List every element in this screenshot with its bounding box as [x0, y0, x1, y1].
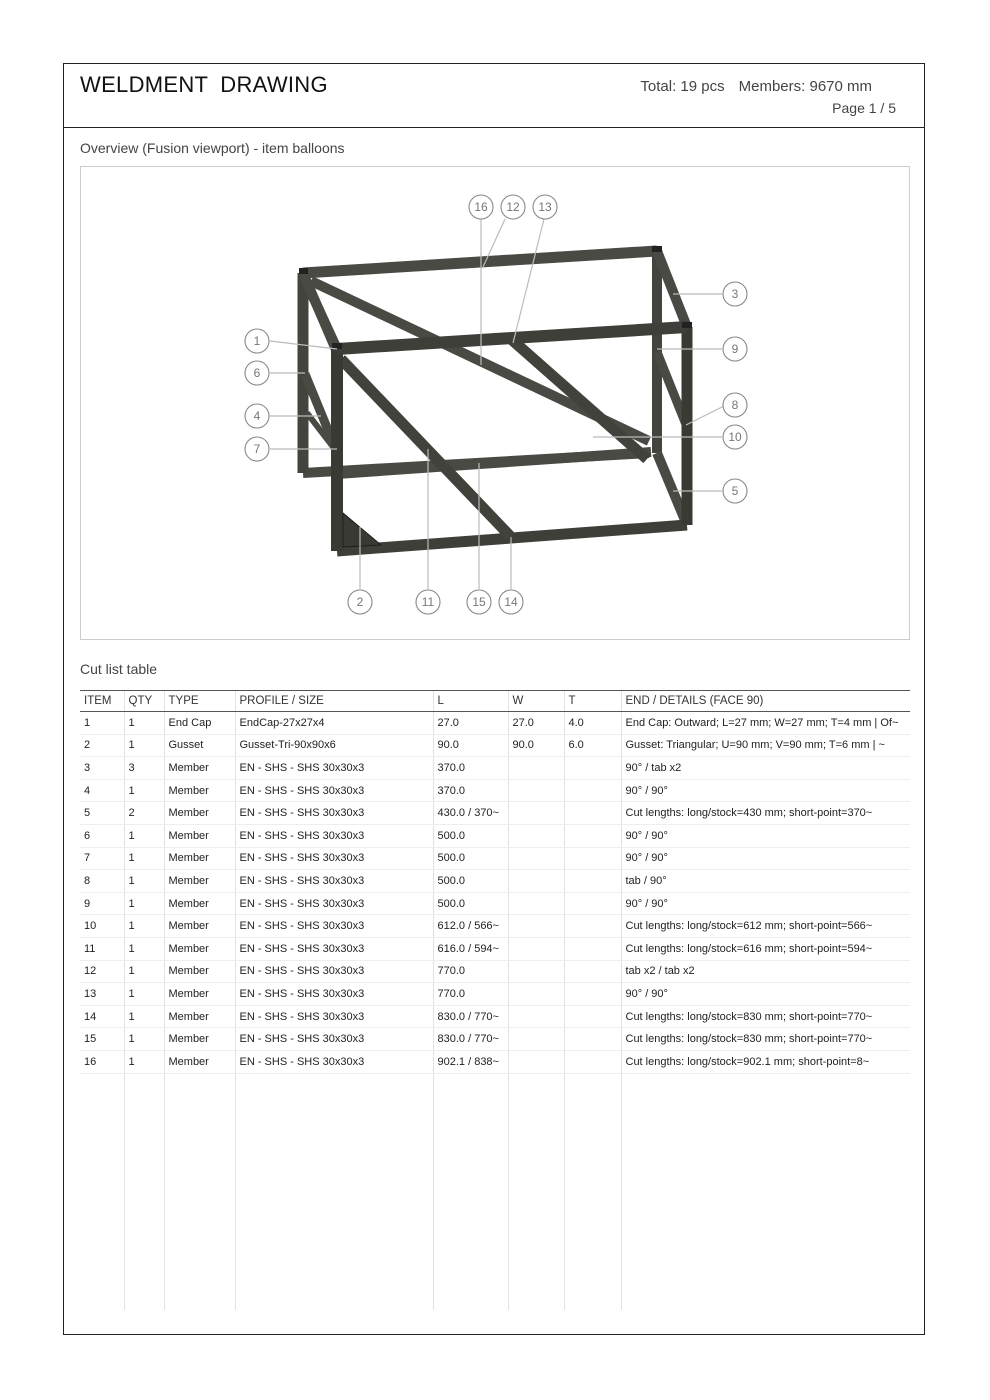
cut-list-table	[80, 690, 910, 1310]
table-cell: 2	[124, 802, 164, 825]
table-cell: 3	[80, 757, 124, 780]
table-cell: 612.0 / 566~	[433, 915, 508, 938]
table-row	[80, 802, 910, 825]
table-cell: 3	[124, 757, 164, 780]
table-cell: 500.0	[433, 892, 508, 915]
table-cell	[564, 779, 621, 802]
balloon-16: 16	[474, 200, 488, 214]
table-row	[80, 915, 910, 938]
table-cell	[564, 1050, 621, 1073]
table-cell	[508, 757, 564, 780]
table-cell: 10	[80, 915, 124, 938]
table-cell: EN - SHS - SHS 30x30x3	[235, 1005, 433, 1028]
table-cell: Member	[164, 847, 235, 870]
table-cell: 1	[124, 892, 164, 915]
table-cell: Member	[164, 1005, 235, 1028]
table-header-row	[80, 691, 910, 712]
table-row	[80, 1050, 910, 1073]
table-cell	[508, 1050, 564, 1073]
table-cell: 1	[124, 1028, 164, 1051]
table-cell	[508, 937, 564, 960]
col-t: T	[564, 691, 621, 712]
table-cell: EN - SHS - SHS 30x30x3	[235, 802, 433, 825]
title-block	[64, 64, 924, 128]
summary	[640, 78, 872, 95]
table-cell: 2	[80, 734, 124, 757]
balloon-2: 2	[356, 595, 364, 609]
balloon-10: 10	[728, 430, 742, 444]
table-row	[80, 1028, 910, 1051]
drawing-sheet	[63, 63, 925, 1335]
total-count: Total: 19 pcs	[640, 78, 725, 95]
table-cell: Member	[164, 757, 235, 780]
table-cell: 90° / 90°	[621, 824, 910, 847]
table-cell: 1	[124, 915, 164, 938]
table-cell: EN - SHS - SHS 30x30x3	[235, 870, 433, 893]
table-cell	[564, 847, 621, 870]
table-cell: 90.0	[508, 734, 564, 757]
table-cell	[508, 915, 564, 938]
table-cell: Cut lengths: long/stock=612 mm; short-point=566~	[621, 915, 910, 938]
table-cell: 90° / 90°	[621, 983, 910, 1006]
balloon-13: 13	[538, 200, 552, 214]
table-cell: 770.0	[433, 983, 508, 1006]
table-cell: 370.0	[433, 779, 508, 802]
table-cell: 90° / tab x2	[621, 757, 910, 780]
table-cell: tab / 90°	[621, 870, 910, 893]
table-cell: EN - SHS - SHS 30x30x3	[235, 915, 433, 938]
table-cell: 500.0	[433, 870, 508, 893]
table-filler-row	[80, 1073, 910, 1310]
table-cell	[564, 757, 621, 780]
table-cell: 4.0	[564, 712, 621, 735]
table-cell: 6.0	[564, 734, 621, 757]
table-cell: 830.0 / 770~	[433, 1005, 508, 1028]
table-cell	[508, 847, 564, 870]
frame-drawing	[81, 167, 911, 641]
balloon-9: 9	[731, 342, 739, 356]
drawing-title: WELDMENT DRAWING	[80, 72, 328, 97]
table-cell	[508, 1028, 564, 1051]
table-cell: 90.0	[433, 734, 508, 757]
table-row	[80, 779, 910, 802]
table-cell: 1	[124, 824, 164, 847]
table-cell: tab x2 / tab x2	[621, 960, 910, 983]
table-cell: Member	[164, 915, 235, 938]
cut-list-body	[80, 712, 910, 1310]
table-cell: 1	[124, 937, 164, 960]
table-row	[80, 734, 910, 757]
table-cell: 902.1 / 838~	[433, 1050, 508, 1073]
balloon-1: 1	[253, 334, 261, 348]
table-cell	[508, 983, 564, 1006]
table-cell: 7	[80, 847, 124, 870]
table-cell: 1	[124, 1050, 164, 1073]
table-cell	[564, 1028, 621, 1051]
table-cell: EN - SHS - SHS 30x30x3	[235, 779, 433, 802]
balloon-14: 14	[504, 595, 518, 609]
balloon-3: 3	[731, 287, 739, 301]
table-cell: EN - SHS - SHS 30x30x3	[235, 1028, 433, 1051]
table-row	[80, 712, 910, 735]
table-cell: Member	[164, 937, 235, 960]
table-cell: 1	[124, 870, 164, 893]
table-row	[80, 892, 910, 915]
col-w: W	[508, 691, 564, 712]
table-cell: 12	[80, 960, 124, 983]
table-cell	[564, 937, 621, 960]
table-cell: Member	[164, 870, 235, 893]
table-cell: 27.0	[433, 712, 508, 735]
balloon-6: 6	[253, 366, 261, 380]
table-cell	[564, 960, 621, 983]
table-cell: EN - SHS - SHS 30x30x3	[235, 847, 433, 870]
table-cell	[564, 892, 621, 915]
table-cell: Cut lengths: long/stock=830 mm; short-point=770~	[621, 1005, 910, 1028]
col-details: END / DETAILS (FACE 90)	[621, 691, 910, 712]
table-cell: 1	[124, 712, 164, 735]
table-row	[80, 937, 910, 960]
table-cell: Member	[164, 892, 235, 915]
overview-title: Overview (Fusion viewport) - item balloons	[80, 140, 345, 156]
table-cell: Gusset	[164, 734, 235, 757]
balloon-4: 4	[253, 409, 261, 423]
table-cell: 16	[80, 1050, 124, 1073]
table-cell: 11	[80, 937, 124, 960]
col-item: ITEM	[80, 691, 124, 712]
table-cell: EN - SHS - SHS 30x30x3	[235, 937, 433, 960]
table-cell: 8	[80, 870, 124, 893]
table-row	[80, 847, 910, 870]
table-cell: 9	[80, 892, 124, 915]
table-row	[80, 757, 910, 780]
table-cell: Cut lengths: long/stock=616 mm; short-point=594~	[621, 937, 910, 960]
table-cell	[564, 870, 621, 893]
table-cell: 15	[80, 1028, 124, 1051]
table-cell	[564, 983, 621, 1006]
col-qty: QTY	[124, 691, 164, 712]
table-cell: Member	[164, 960, 235, 983]
table-row	[80, 983, 910, 1006]
balloon-15: 15	[472, 595, 486, 609]
table-cell: Cut lengths: long/stock=902.1 mm; short-point=8~	[621, 1050, 910, 1073]
table-cell: EN - SHS - SHS 30x30x3	[235, 824, 433, 847]
table-row	[80, 824, 910, 847]
table-cell: EN - SHS - SHS 30x30x3	[235, 983, 433, 1006]
table-cell: 14	[80, 1005, 124, 1028]
table-cell: EN - SHS - SHS 30x30x3	[235, 757, 433, 780]
table-cell: EN - SHS - SHS 30x30x3	[235, 960, 433, 983]
table-cell	[564, 824, 621, 847]
table-cell	[564, 1005, 621, 1028]
overview-viewport	[80, 166, 910, 640]
table-cell: 1	[124, 847, 164, 870]
balloon-5: 5	[731, 484, 739, 498]
table-cell	[508, 779, 564, 802]
table-cell	[508, 1005, 564, 1028]
table-cell: Member	[164, 802, 235, 825]
table-cell	[508, 960, 564, 983]
table-cell: 1	[124, 983, 164, 1006]
balloon-8: 8	[731, 398, 739, 412]
table-cell: 27.0	[508, 712, 564, 735]
members-length: Members: 9670 mm	[738, 78, 872, 95]
table-cell: 13	[80, 983, 124, 1006]
table-cell	[508, 892, 564, 915]
table-cell: EndCap-27x27x4	[235, 712, 433, 735]
table-cell	[508, 870, 564, 893]
table-cell: 1	[124, 960, 164, 983]
table-cell: 90° / 90°	[621, 892, 910, 915]
table-cell: Cut lengths: long/stock=830 mm; short-point=770~	[621, 1028, 910, 1051]
table-cell	[564, 802, 621, 825]
table-cell: 90° / 90°	[621, 847, 910, 870]
balloon-7: 7	[253, 442, 261, 456]
balloon-12: 12	[506, 200, 520, 214]
col-profile: PROFILE / SIZE	[235, 691, 433, 712]
table-cell: 430.0 / 370~	[433, 802, 508, 825]
table-cell: EN - SHS - SHS 30x30x3	[235, 892, 433, 915]
table-cell: 5	[80, 802, 124, 825]
table-cell: Member	[164, 983, 235, 1006]
balloon-11: 11	[421, 595, 435, 609]
table-cell: Gusset-Tri-90x90x6	[235, 734, 433, 757]
table-row	[80, 870, 910, 893]
table-row	[80, 960, 910, 983]
table-cell: 500.0	[433, 824, 508, 847]
table-cell: 90° / 90°	[621, 779, 910, 802]
table-cell: 500.0	[433, 847, 508, 870]
table-cell	[564, 915, 621, 938]
table-cell: 770.0	[433, 960, 508, 983]
col-type: TYPE	[164, 691, 235, 712]
table-cell: 830.0 / 770~	[433, 1028, 508, 1051]
table-cell: End Cap	[164, 712, 235, 735]
table-cell: 370.0	[433, 757, 508, 780]
table-row	[80, 1005, 910, 1028]
table-cell: Cut lengths: long/stock=430 mm; short-point=370~	[621, 802, 910, 825]
table-cell	[508, 802, 564, 825]
table-cell: 1	[124, 734, 164, 757]
table-cell: Member	[164, 1050, 235, 1073]
table-cell: 6	[80, 824, 124, 847]
table-cell	[508, 824, 564, 847]
col-l: L	[433, 691, 508, 712]
table-cell: 1	[124, 779, 164, 802]
page-number: Page 1 / 5	[832, 100, 896, 116]
table-cell: EN - SHS - SHS 30x30x3	[235, 1050, 433, 1073]
table-cell: Gusset: Triangular; U=90 mm; V=90 mm; T=6 mm | ~	[621, 734, 910, 757]
table-cell: 1	[80, 712, 124, 735]
table-cell: 4	[80, 779, 124, 802]
table-cell: Member	[164, 824, 235, 847]
table-cell: 616.0 / 594~	[433, 937, 508, 960]
table-cell: Member	[164, 1028, 235, 1051]
table-cell: End Cap: Outward; L=27 mm; W=27 mm; T=4 mm | Of~	[621, 712, 910, 735]
cut-list-title: Cut list table	[80, 661, 158, 677]
table-cell: 1	[124, 1005, 164, 1028]
table-cell: Member	[164, 779, 235, 802]
